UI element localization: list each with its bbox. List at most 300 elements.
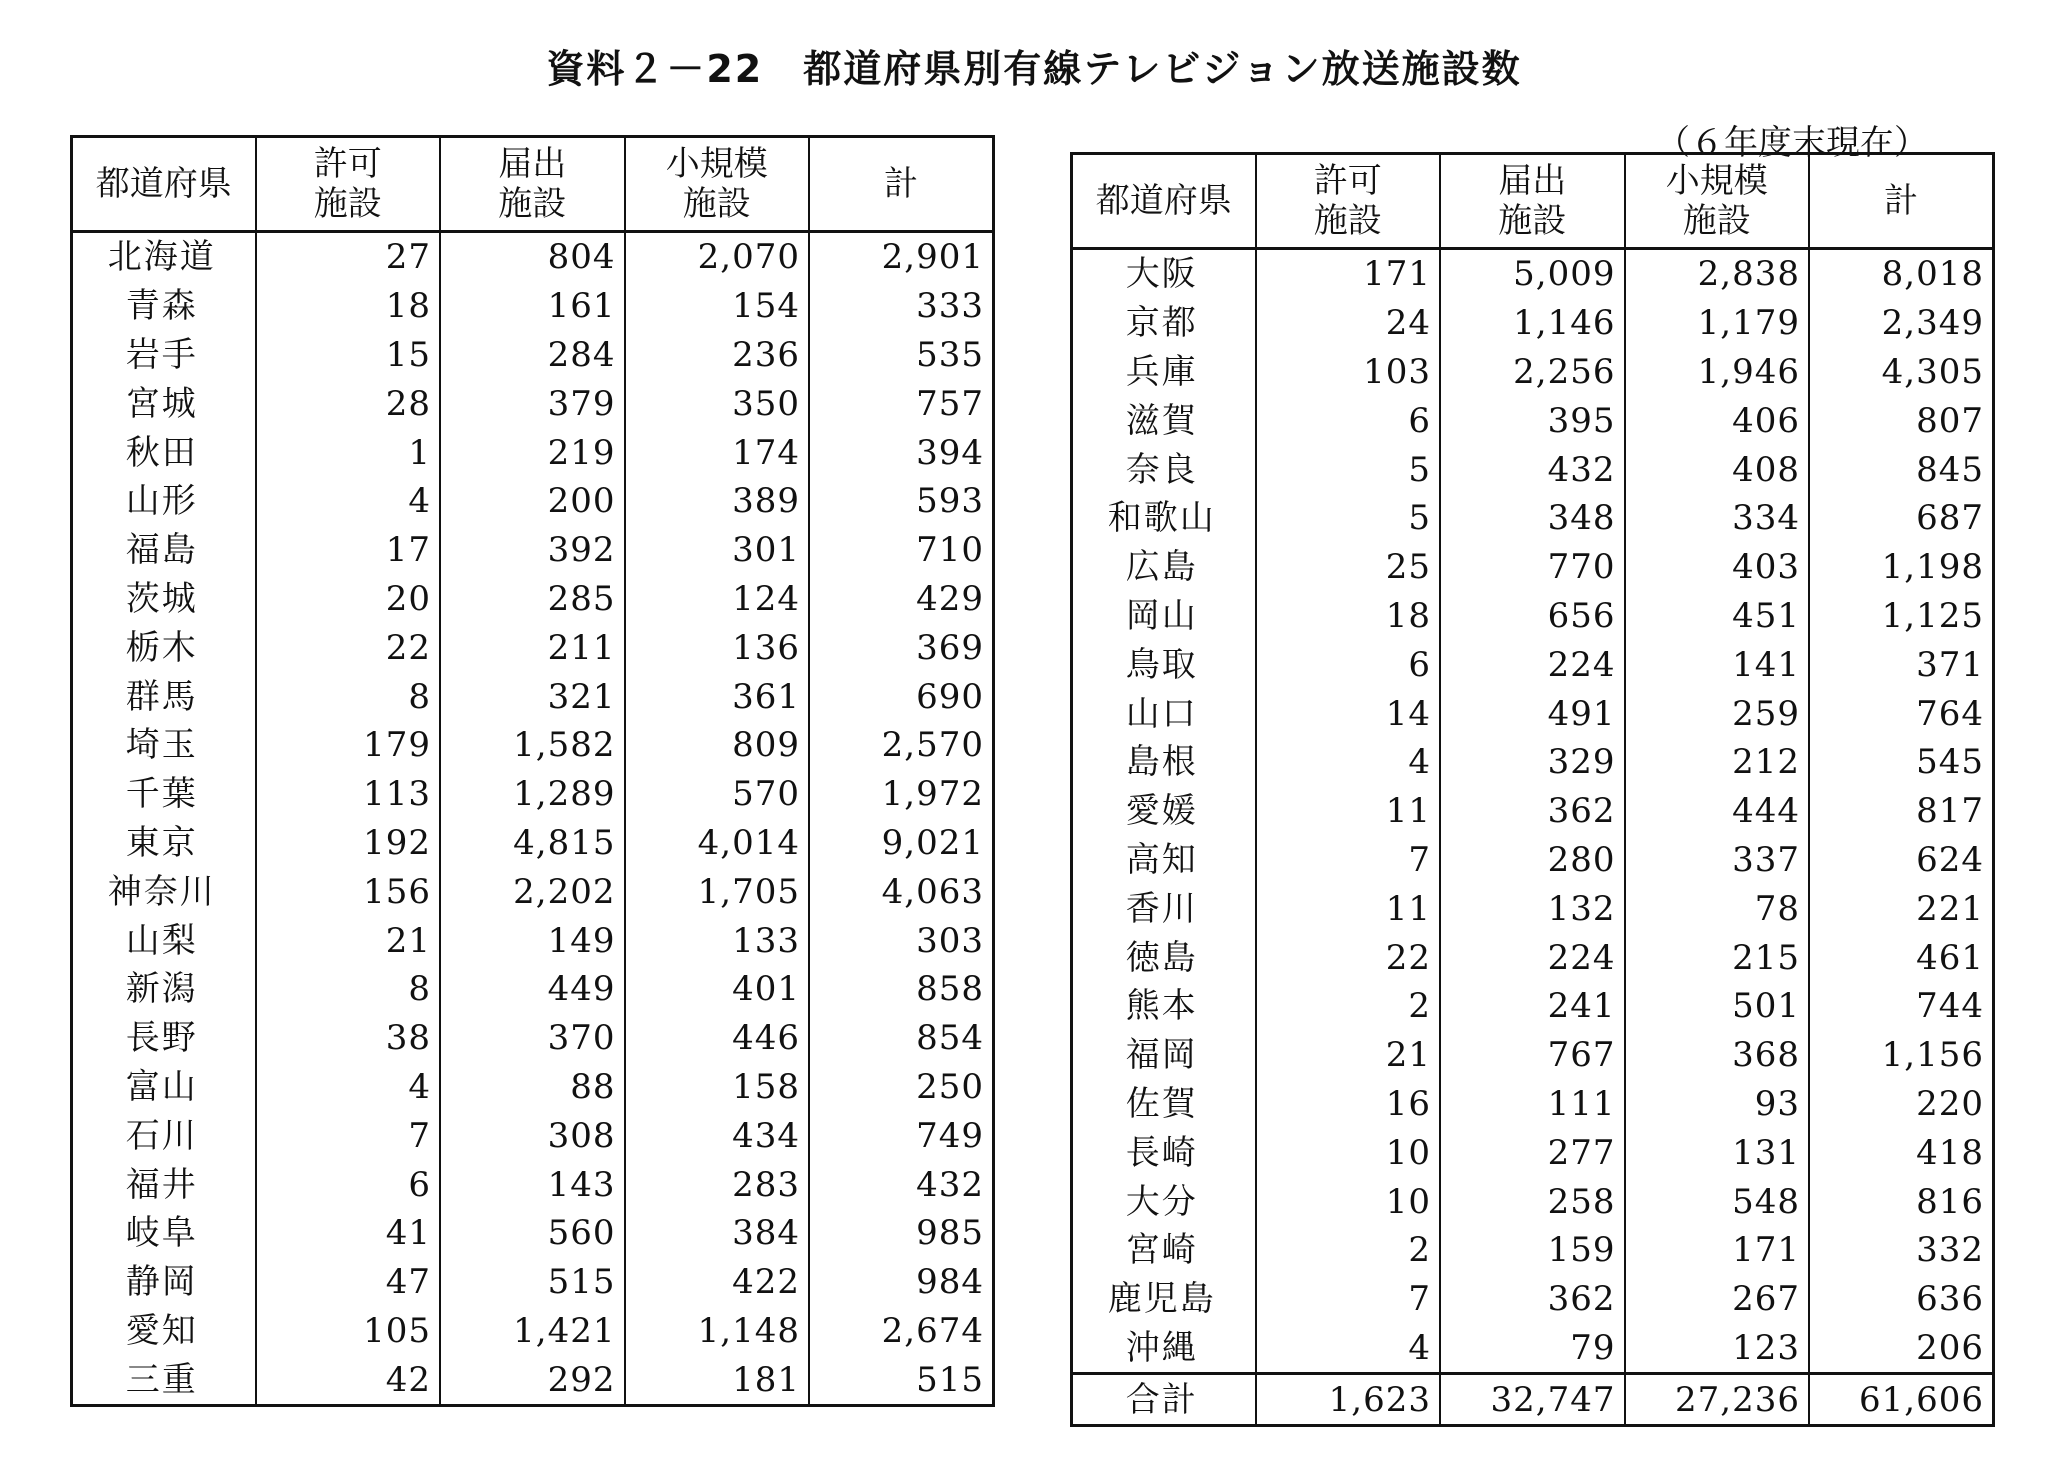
table-row bbox=[72, 1063, 994, 1112]
prefecture-cell: 千葉 bbox=[72, 770, 256, 819]
value-cell: 181 bbox=[625, 1355, 810, 1405]
value-cell: 817 bbox=[1809, 787, 1994, 836]
value-cell: 401 bbox=[625, 965, 810, 1014]
table-row bbox=[1072, 592, 1994, 641]
value-cell: 333 bbox=[809, 282, 994, 331]
prefecture-cell: 熊本 bbox=[1072, 982, 1256, 1031]
prefecture-cell: 宮崎 bbox=[1072, 1226, 1256, 1275]
prefecture-cell: 埼玉 bbox=[72, 721, 256, 770]
table-row bbox=[72, 672, 994, 721]
header-total: 計 bbox=[1809, 154, 1994, 249]
value-cell: 4 bbox=[1256, 738, 1441, 787]
value-cell: 8,018 bbox=[1809, 249, 1994, 299]
value-cell: 361 bbox=[625, 672, 810, 721]
header-total: 計 bbox=[809, 137, 994, 232]
prefecture-cell: 福井 bbox=[72, 1160, 256, 1209]
table-row bbox=[72, 867, 994, 916]
value-cell: 501 bbox=[1625, 982, 1810, 1031]
value-cell: 161 bbox=[440, 282, 625, 331]
value-cell: 10 bbox=[1256, 1177, 1441, 1226]
value-cell: 1,125 bbox=[1809, 592, 1994, 641]
value-cell: 4,063 bbox=[809, 867, 994, 916]
table-row bbox=[1072, 1031, 1994, 1080]
value-cell: 1,582 bbox=[440, 721, 625, 770]
table-row bbox=[72, 1209, 994, 1258]
prefecture-cell: 愛媛 bbox=[1072, 787, 1256, 836]
prefecture-cell: 北海道 bbox=[72, 232, 256, 282]
value-cell: 154 bbox=[625, 282, 810, 331]
table-row bbox=[1072, 543, 1994, 592]
value-cell: 2,570 bbox=[809, 721, 994, 770]
value-cell: 362 bbox=[1440, 1275, 1625, 1324]
value-cell: 7 bbox=[256, 1111, 441, 1160]
table-row bbox=[72, 379, 994, 428]
value-cell: 2,838 bbox=[1625, 249, 1810, 299]
value-cell: 4,305 bbox=[1809, 348, 1994, 397]
table-row bbox=[72, 721, 994, 770]
table-row bbox=[1072, 836, 1994, 885]
prefecture-cell: 大阪 bbox=[1072, 249, 1256, 299]
value-cell: 809 bbox=[625, 721, 810, 770]
value-cell: 136 bbox=[625, 623, 810, 672]
prefecture-cell: 鹿児島 bbox=[1072, 1275, 1256, 1324]
value-cell: 241 bbox=[1440, 982, 1625, 1031]
table-row bbox=[1072, 982, 1994, 1031]
value-cell: 321 bbox=[440, 672, 625, 721]
value-cell: 17 bbox=[256, 526, 441, 575]
value-cell: 418 bbox=[1809, 1128, 1994, 1177]
value-cell: 1,972 bbox=[809, 770, 994, 819]
value-cell: 308 bbox=[440, 1111, 625, 1160]
prefecture-cell: 神奈川 bbox=[72, 867, 256, 916]
value-cell: 1 bbox=[256, 428, 441, 477]
value-cell: 4 bbox=[256, 477, 441, 526]
value-cell: 16 bbox=[1256, 1080, 1441, 1129]
value-cell: 132 bbox=[1440, 884, 1625, 933]
value-cell: 764 bbox=[1809, 689, 1994, 738]
table-row bbox=[72, 331, 994, 380]
value-cell: 548 bbox=[1625, 1177, 1810, 1226]
value-cell: 2 bbox=[1256, 982, 1441, 1031]
value-cell: 11 bbox=[1256, 787, 1441, 836]
value-cell: 41 bbox=[256, 1209, 441, 1258]
header-prefecture: 都道府県 bbox=[72, 137, 256, 232]
value-cell: 845 bbox=[1809, 445, 1994, 494]
value-cell: 131 bbox=[1625, 1128, 1810, 1177]
table-row bbox=[1072, 1324, 1994, 1374]
header-notified: 届出 施設 bbox=[1440, 154, 1625, 249]
prefecture-cell: 静岡 bbox=[72, 1258, 256, 1307]
value-cell: 570 bbox=[625, 770, 810, 819]
table-row bbox=[72, 1160, 994, 1209]
page-title: 資料２－22 都道府県別有線テレビジョン放送施設数 bbox=[546, 47, 1522, 91]
value-cell: 770 bbox=[1440, 543, 1625, 592]
value-cell: 350 bbox=[625, 379, 810, 428]
prefecture-cell: 山形 bbox=[72, 477, 256, 526]
value-cell: 370 bbox=[440, 1014, 625, 1063]
table-row bbox=[72, 232, 994, 282]
value-cell: 18 bbox=[1256, 592, 1441, 641]
value-cell: 88 bbox=[440, 1063, 625, 1112]
prefecture-cell: 山口 bbox=[1072, 689, 1256, 738]
value-cell: 1,198 bbox=[1809, 543, 1994, 592]
value-cell: 158 bbox=[625, 1063, 810, 1112]
value-cell: 21 bbox=[1256, 1031, 1441, 1080]
prefecture-cell: 佐賀 bbox=[1072, 1080, 1256, 1129]
value-cell: 744 bbox=[1809, 982, 1994, 1031]
value-cell: 5,009 bbox=[1440, 249, 1625, 299]
value-cell: 15 bbox=[256, 331, 441, 380]
value-cell: 259 bbox=[1625, 689, 1810, 738]
value-cell: 280 bbox=[1440, 836, 1625, 885]
value-cell: 406 bbox=[1625, 396, 1810, 445]
left-table bbox=[70, 135, 995, 1407]
prefecture-cell: 東京 bbox=[72, 819, 256, 868]
table-row bbox=[72, 526, 994, 575]
value-cell: 858 bbox=[809, 965, 994, 1014]
table-row bbox=[72, 1355, 994, 1405]
value-cell: 394 bbox=[809, 428, 994, 477]
value-cell: 656 bbox=[1440, 592, 1625, 641]
value-cell: 28 bbox=[256, 379, 441, 428]
prefecture-cell: 富山 bbox=[72, 1063, 256, 1112]
value-cell: 1,156 bbox=[1809, 1031, 1994, 1080]
value-cell: 10 bbox=[1256, 1128, 1441, 1177]
total-value-cell: 27,236 bbox=[1625, 1374, 1810, 1426]
value-cell: 1,946 bbox=[1625, 348, 1810, 397]
value-cell: 2,901 bbox=[809, 232, 994, 282]
value-cell: 1,421 bbox=[440, 1307, 625, 1356]
value-cell: 143 bbox=[440, 1160, 625, 1209]
value-cell: 224 bbox=[1440, 640, 1625, 689]
value-cell: 449 bbox=[440, 965, 625, 1014]
value-cell: 9,021 bbox=[809, 819, 994, 868]
value-cell: 368 bbox=[1625, 1031, 1810, 1080]
prefecture-cell: 鳥取 bbox=[1072, 640, 1256, 689]
table-row bbox=[1072, 1275, 1994, 1324]
value-cell: 24 bbox=[1256, 299, 1441, 348]
table-row bbox=[72, 282, 994, 331]
value-cell: 105 bbox=[256, 1307, 441, 1356]
table-row bbox=[1072, 1177, 1994, 1226]
prefecture-cell: 茨城 bbox=[72, 575, 256, 624]
value-cell: 545 bbox=[1809, 738, 1994, 787]
value-cell: 422 bbox=[625, 1258, 810, 1307]
prefecture-cell: 高知 bbox=[1072, 836, 1256, 885]
header-small-scale: 小規模 施設 bbox=[1625, 154, 1810, 249]
value-cell: 4,014 bbox=[625, 819, 810, 868]
value-cell: 4 bbox=[256, 1063, 441, 1112]
prefecture-cell: 宮城 bbox=[72, 379, 256, 428]
value-cell: 22 bbox=[256, 623, 441, 672]
value-cell: 560 bbox=[440, 1209, 625, 1258]
value-cell: 133 bbox=[625, 916, 810, 965]
value-cell: 444 bbox=[1625, 787, 1810, 836]
value-cell: 211 bbox=[440, 623, 625, 672]
value-cell: 434 bbox=[625, 1111, 810, 1160]
value-cell: 25 bbox=[1256, 543, 1441, 592]
header-licensed: 許可 施設 bbox=[1256, 154, 1441, 249]
prefecture-cell: 福岡 bbox=[1072, 1031, 1256, 1080]
prefecture-cell: 群馬 bbox=[72, 672, 256, 721]
value-cell: 757 bbox=[809, 379, 994, 428]
value-cell: 192 bbox=[256, 819, 441, 868]
value-cell: 687 bbox=[1809, 494, 1994, 543]
value-cell: 179 bbox=[256, 721, 441, 770]
prefecture-cell: 滋賀 bbox=[1072, 396, 1256, 445]
value-cell: 156 bbox=[256, 867, 441, 916]
prefecture-cell: 秋田 bbox=[72, 428, 256, 477]
value-cell: 27 bbox=[256, 232, 441, 282]
table-row bbox=[1072, 299, 1994, 348]
table-row bbox=[1072, 884, 1994, 933]
header-small-scale: 小規模 施設 bbox=[625, 137, 810, 232]
value-cell: 337 bbox=[1625, 836, 1810, 885]
table-row bbox=[72, 1307, 994, 1356]
date-note: （６年度末現在） bbox=[1656, 123, 1928, 163]
value-cell: 636 bbox=[1809, 1275, 1994, 1324]
value-cell: 5 bbox=[1256, 494, 1441, 543]
prefecture-cell: 愛知 bbox=[72, 1307, 256, 1356]
value-cell: 78 bbox=[1625, 884, 1810, 933]
value-cell: 47 bbox=[256, 1258, 441, 1307]
value-cell: 2,256 bbox=[1440, 348, 1625, 397]
table-row bbox=[1072, 640, 1994, 689]
right-table-body bbox=[1072, 249, 1994, 1426]
value-cell: 4,815 bbox=[440, 819, 625, 868]
value-cell: 267 bbox=[1625, 1275, 1810, 1324]
header-licensed: 許可 施設 bbox=[256, 137, 441, 232]
value-cell: 403 bbox=[1625, 543, 1810, 592]
prefecture-cell: 徳島 bbox=[1072, 933, 1256, 982]
value-cell: 362 bbox=[1440, 787, 1625, 836]
prefecture-cell: 広島 bbox=[1072, 543, 1256, 592]
prefecture-cell: 山梨 bbox=[72, 916, 256, 965]
value-cell: 284 bbox=[440, 331, 625, 380]
value-cell: 1,148 bbox=[625, 1307, 810, 1356]
table-row bbox=[1072, 689, 1994, 738]
prefecture-cell: 福島 bbox=[72, 526, 256, 575]
value-cell: 491 bbox=[1440, 689, 1625, 738]
value-cell: 749 bbox=[809, 1111, 994, 1160]
prefecture-cell: 奈良 bbox=[1072, 445, 1256, 494]
table-row bbox=[72, 1111, 994, 1160]
value-cell: 7 bbox=[1256, 1275, 1441, 1324]
prefecture-cell: 岩手 bbox=[72, 331, 256, 380]
value-cell: 2,202 bbox=[440, 867, 625, 916]
value-cell: 395 bbox=[1440, 396, 1625, 445]
value-cell: 21 bbox=[256, 916, 441, 965]
value-cell: 451 bbox=[1625, 592, 1810, 641]
table-row bbox=[72, 1258, 994, 1307]
value-cell: 6 bbox=[1256, 396, 1441, 445]
value-cell: 124 bbox=[625, 575, 810, 624]
value-cell: 429 bbox=[809, 575, 994, 624]
table-row bbox=[1072, 445, 1994, 494]
value-cell: 1,289 bbox=[440, 770, 625, 819]
value-cell: 123 bbox=[1625, 1324, 1810, 1374]
prefecture-cell: 沖縄 bbox=[1072, 1324, 1256, 1374]
value-cell: 5 bbox=[1256, 445, 1441, 494]
value-cell: 515 bbox=[809, 1355, 994, 1405]
value-cell: 807 bbox=[1809, 396, 1994, 445]
value-cell: 624 bbox=[1809, 836, 1994, 885]
value-cell: 11 bbox=[1256, 884, 1441, 933]
value-cell: 710 bbox=[809, 526, 994, 575]
table-row bbox=[72, 1014, 994, 1063]
value-cell: 348 bbox=[1440, 494, 1625, 543]
value-cell: 816 bbox=[1809, 1177, 1994, 1226]
prefecture-cell: 島根 bbox=[1072, 738, 1256, 787]
value-cell: 371 bbox=[1809, 640, 1994, 689]
value-cell: 389 bbox=[625, 477, 810, 526]
value-cell: 8 bbox=[256, 965, 441, 1014]
table-row bbox=[72, 575, 994, 624]
prefecture-cell: 香川 bbox=[1072, 884, 1256, 933]
prefecture-cell: 新潟 bbox=[72, 965, 256, 1014]
table-row bbox=[72, 819, 994, 868]
prefecture-cell: 三重 bbox=[72, 1355, 256, 1405]
value-cell: 79 bbox=[1440, 1324, 1625, 1374]
value-cell: 854 bbox=[809, 1014, 994, 1063]
value-cell: 1,146 bbox=[1440, 299, 1625, 348]
table-row bbox=[1072, 1128, 1994, 1177]
value-cell: 18 bbox=[256, 282, 441, 331]
value-cell: 432 bbox=[809, 1160, 994, 1209]
value-cell: 984 bbox=[809, 1258, 994, 1307]
value-cell: 20 bbox=[256, 575, 441, 624]
total-value-cell: 61,606 bbox=[1809, 1374, 1994, 1426]
left-table-body bbox=[72, 232, 994, 1406]
table-row bbox=[1072, 396, 1994, 445]
total-label-cell: 合計 bbox=[1072, 1374, 1256, 1426]
header-prefecture: 都道府県 bbox=[1072, 154, 1256, 249]
value-cell: 283 bbox=[625, 1160, 810, 1209]
value-cell: 301 bbox=[625, 526, 810, 575]
prefecture-cell: 栃木 bbox=[72, 623, 256, 672]
total-value-cell: 32,747 bbox=[1440, 1374, 1625, 1426]
value-cell: 277 bbox=[1440, 1128, 1625, 1177]
table-row bbox=[72, 428, 994, 477]
value-cell: 7 bbox=[1256, 836, 1441, 885]
value-cell: 212 bbox=[1625, 738, 1810, 787]
table-row bbox=[72, 477, 994, 526]
table-row bbox=[1072, 249, 1994, 299]
prefecture-cell: 石川 bbox=[72, 1111, 256, 1160]
table-row bbox=[1072, 348, 1994, 397]
table-row bbox=[1072, 933, 1994, 982]
table-row bbox=[72, 916, 994, 965]
value-cell: 236 bbox=[625, 331, 810, 380]
value-cell: 303 bbox=[809, 916, 994, 965]
value-cell: 432 bbox=[1440, 445, 1625, 494]
prefecture-cell: 青森 bbox=[72, 282, 256, 331]
table-row bbox=[1072, 1226, 1994, 1275]
value-cell: 515 bbox=[440, 1258, 625, 1307]
value-cell: 334 bbox=[1625, 494, 1810, 543]
value-cell: 1,179 bbox=[1625, 299, 1810, 348]
value-cell: 690 bbox=[809, 672, 994, 721]
value-cell: 6 bbox=[256, 1160, 441, 1209]
value-cell: 2 bbox=[1256, 1226, 1441, 1275]
value-cell: 14 bbox=[1256, 689, 1441, 738]
total-value-cell: 1,623 bbox=[1256, 1374, 1441, 1426]
total-row bbox=[1072, 1374, 1994, 1426]
header-row bbox=[1072, 154, 1994, 249]
value-cell: 8 bbox=[256, 672, 441, 721]
table-row bbox=[1072, 494, 1994, 543]
value-cell: 113 bbox=[256, 770, 441, 819]
value-cell: 220 bbox=[1809, 1080, 1994, 1129]
value-cell: 221 bbox=[1809, 884, 1994, 933]
table-row bbox=[72, 965, 994, 1014]
value-cell: 4 bbox=[1256, 1324, 1441, 1374]
value-cell: 93 bbox=[1625, 1080, 1810, 1129]
table-row bbox=[1072, 787, 1994, 836]
value-cell: 593 bbox=[809, 477, 994, 526]
value-cell: 285 bbox=[440, 575, 625, 624]
value-cell: 38 bbox=[256, 1014, 441, 1063]
table-row bbox=[72, 770, 994, 819]
value-cell: 329 bbox=[1440, 738, 1625, 787]
value-cell: 111 bbox=[1440, 1080, 1625, 1129]
value-cell: 219 bbox=[440, 428, 625, 477]
value-cell: 408 bbox=[1625, 445, 1810, 494]
value-cell: 149 bbox=[440, 916, 625, 965]
value-cell: 42 bbox=[256, 1355, 441, 1405]
value-cell: 1,705 bbox=[625, 867, 810, 916]
value-cell: 171 bbox=[1256, 249, 1441, 299]
value-cell: 2,674 bbox=[809, 1307, 994, 1356]
value-cell: 446 bbox=[625, 1014, 810, 1063]
value-cell: 141 bbox=[1625, 640, 1810, 689]
value-cell: 292 bbox=[440, 1355, 625, 1405]
value-cell: 6 bbox=[1256, 640, 1441, 689]
value-cell: 535 bbox=[809, 331, 994, 380]
value-cell: 369 bbox=[809, 623, 994, 672]
prefecture-cell: 京都 bbox=[1072, 299, 1256, 348]
value-cell: 103 bbox=[1256, 348, 1441, 397]
prefecture-cell: 長崎 bbox=[1072, 1128, 1256, 1177]
value-cell: 200 bbox=[440, 477, 625, 526]
value-cell: 985 bbox=[809, 1209, 994, 1258]
value-cell: 174 bbox=[625, 428, 810, 477]
value-cell: 392 bbox=[440, 526, 625, 575]
value-cell: 2,070 bbox=[625, 232, 810, 282]
prefecture-cell: 岐阜 bbox=[72, 1209, 256, 1258]
prefecture-cell: 大分 bbox=[1072, 1177, 1256, 1226]
value-cell: 461 bbox=[1809, 933, 1994, 982]
value-cell: 804 bbox=[440, 232, 625, 282]
value-cell: 22 bbox=[1256, 933, 1441, 982]
value-cell: 215 bbox=[1625, 933, 1810, 982]
right-table bbox=[1070, 152, 1995, 1427]
table-row bbox=[72, 623, 994, 672]
value-cell: 159 bbox=[1440, 1226, 1625, 1275]
value-cell: 332 bbox=[1809, 1226, 1994, 1275]
prefecture-cell: 岡山 bbox=[1072, 592, 1256, 641]
table-row bbox=[1072, 1080, 1994, 1129]
value-cell: 258 bbox=[1440, 1177, 1625, 1226]
value-cell: 171 bbox=[1625, 1226, 1810, 1275]
prefecture-cell: 兵庫 bbox=[1072, 348, 1256, 397]
value-cell: 250 bbox=[809, 1063, 994, 1112]
value-cell: 2,349 bbox=[1809, 299, 1994, 348]
value-cell: 206 bbox=[1809, 1324, 1994, 1374]
value-cell: 379 bbox=[440, 379, 625, 428]
value-cell: 767 bbox=[1440, 1031, 1625, 1080]
table-row bbox=[1072, 738, 1994, 787]
